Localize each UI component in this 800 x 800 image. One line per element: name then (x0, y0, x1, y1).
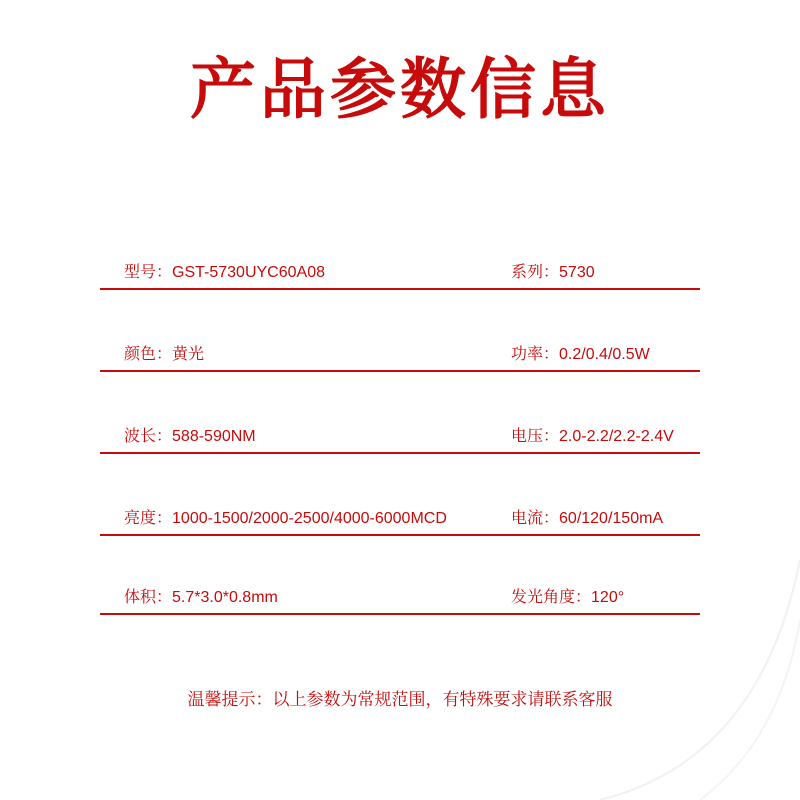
spec-value: 588-590NM (172, 428, 256, 445)
spec-label: 电压： (511, 426, 560, 445)
spec-value: 60/120/150mA (559, 510, 664, 527)
spec-color (124, 341, 204, 364)
spec-series (511, 259, 595, 282)
spec-row-model (100, 240, 700, 290)
spec-row-wavelength (100, 404, 700, 454)
tip-note: 温馨提示：以上参数为常规范围，有特殊要求请联系客服 (187, 690, 613, 710)
spec-label: 发光角度： (511, 587, 592, 606)
spec-label: 电流： (511, 508, 560, 527)
spec-value: 5.7*3.0*0.8mm (172, 589, 278, 606)
spec-value: 1000-1500/2000-2500/4000-6000MCD (172, 510, 447, 527)
spec-label: 波长： (124, 426, 173, 445)
spec-value: GST-5730UYC60A08 (172, 264, 325, 281)
page-title: 产品参数信息 (190, 51, 610, 128)
spec-size (124, 584, 278, 607)
spec-label: 系列： (511, 262, 560, 281)
spec-label: 体积： (124, 587, 173, 606)
spec-value: 2.0-2.2/2.2-2.4V (559, 428, 674, 445)
spec-model (124, 259, 325, 282)
spec-voltage (511, 423, 674, 446)
spec-beam-angle (511, 584, 624, 607)
spec-value: 0.2/0.4/0.5W (559, 346, 650, 363)
spec-value: 120° (591, 589, 625, 606)
spec-brightness (124, 505, 447, 528)
spec-value: 5730 (559, 264, 595, 281)
spec-row-size (100, 565, 700, 615)
spec-label: 功率： (511, 344, 560, 363)
spec-label: 亮度： (124, 508, 173, 527)
spec-row-color (100, 322, 700, 372)
spec-value: 黄光 (172, 346, 205, 363)
spec-row-brightness (100, 486, 700, 536)
spec-label: 型号： (124, 262, 173, 281)
spec-label: 颜色： (124, 344, 173, 363)
spec-power (511, 341, 650, 364)
spec-current (511, 505, 663, 528)
spec-wavelength (124, 423, 256, 446)
